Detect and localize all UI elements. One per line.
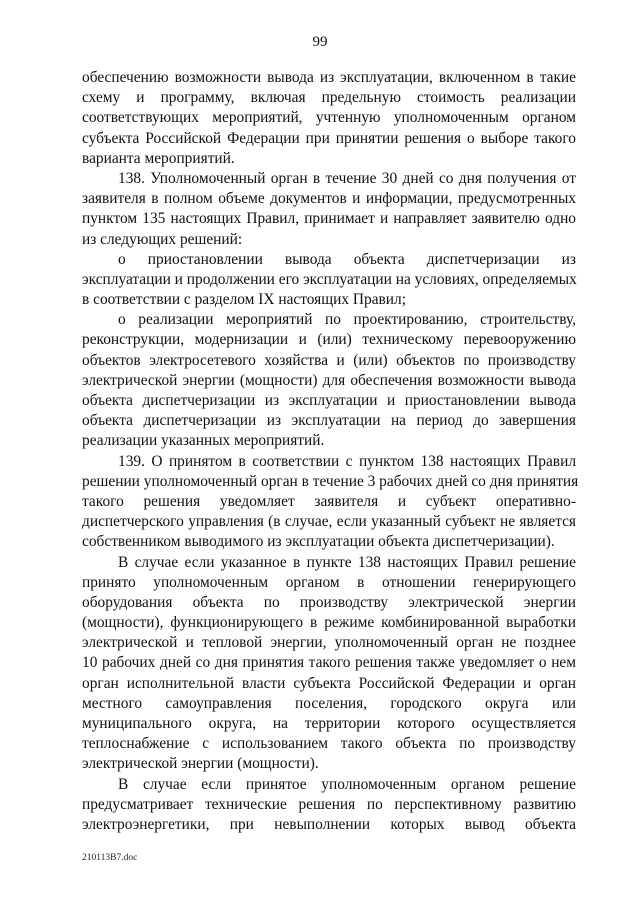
- text-line: оборудования объекта по производству электрической энергии: [82, 593, 576, 611]
- text-line: в соответствии с разделом IX настоящих Правил;: [82, 291, 406, 309]
- text-line: объекта диспетчеризации из эксплуатации на период до завершения: [82, 412, 576, 430]
- text-line: обеспечению возможности вывода из эксплуатации, включенном в такие: [82, 69, 576, 86]
- text-line: объекта диспетчеризации из эксплуатации и приостановлении вывода: [82, 392, 576, 409]
- text-line: объектов электросетевого хозяйства и (или) объектов по производству: [82, 351, 576, 369]
- text-line: такого решения уведомляет заявителя и субъект оперативно-: [82, 492, 576, 510]
- text-line: электрической энергии (мощности) для обеспечения возможности вывода: [82, 371, 576, 389]
- text-line: орган исполнительной власти субъекта Российской Федерации и орган: [82, 674, 576, 692]
- text-line: варианта мероприятий.: [82, 149, 235, 167]
- text-line: субъекта Российской Федерации при принятии решения о выборе такого: [82, 129, 576, 147]
- text-line: пунктом 135 настоящих Правил, принимает и направляет заявителю одно: [82, 210, 576, 228]
- text-line: о реализации мероприятий по проектированию, строительству,: [118, 311, 576, 329]
- text-line: местного самоуправления поселения, городского округа или: [82, 694, 576, 712]
- text-line: 10 рабочих дней со дня принятия такого решения также уведомляет о нем: [82, 654, 576, 672]
- document-filename-footer: 210113B7.doc: [82, 853, 138, 863]
- text-line: реконструкции, модернизации и (или) техническому перевооружению: [82, 331, 576, 349]
- text-line: 139. О принятом в соответствии с пунктом 138 настоящих Правил: [118, 452, 576, 470]
- text-line: реализации указанных мероприятий.: [82, 432, 325, 450]
- text-line: В случае если указанное в пункте 138 настоящих Правил решение: [118, 553, 576, 571]
- text-line: 138. Уполномоченный орган в течение 30 дней со дня получения от: [118, 169, 576, 187]
- text-line: из следующих решений:: [82, 230, 243, 248]
- text-line: теплоснабжение с использованием такого объекта по производству: [82, 735, 576, 753]
- page-body-text: [82, 68, 579, 835]
- text-line: (мощности), функционирующего в режиме комбинированной выработки: [82, 614, 576, 632]
- text-line: электроэнергетики, при невыполнении которых вывод объекта: [82, 815, 576, 833]
- text-line: схему и программу, включая предельную стоимость реализации: [82, 89, 576, 107]
- text-line: о приостановлении вывода объекта диспетчеризации из: [118, 250, 576, 268]
- text-line: электрической и тепловой энергии, уполномоченный орган не позднее: [82, 634, 576, 652]
- text-line: собственником выводимого из эксплуатации объекта диспетчеризации).: [82, 533, 555, 551]
- text-line: предусматривает технические решения по перспективному развитию: [82, 795, 576, 813]
- text-line: заявителя в полном объеме документов и информации, предусмотренных: [82, 190, 576, 208]
- text-line: муниципального округа, на территории которого осуществляется: [82, 715, 576, 732]
- text-line: принято уполномоченным органом в отношении генерирующего: [82, 573, 576, 591]
- text-line: решении уполномоченный орган в течение 3 рабочих дней со дня принятия: [82, 472, 579, 490]
- text-line: соответствующих мероприятий, учтенную уполномоченным органом: [82, 109, 576, 127]
- text-line: В случае если принятое уполномоченным органом решение: [118, 775, 576, 793]
- text-line: электрической энергии (мощности).: [82, 755, 319, 773]
- text-line: диспетчерского управления (в случае, если указанный субъект не является: [82, 513, 576, 531]
- page-number: 99: [312, 34, 328, 50]
- text-line: эксплуатации и продолжении его эксплуатации на условиях, определяемых: [82, 270, 577, 288]
